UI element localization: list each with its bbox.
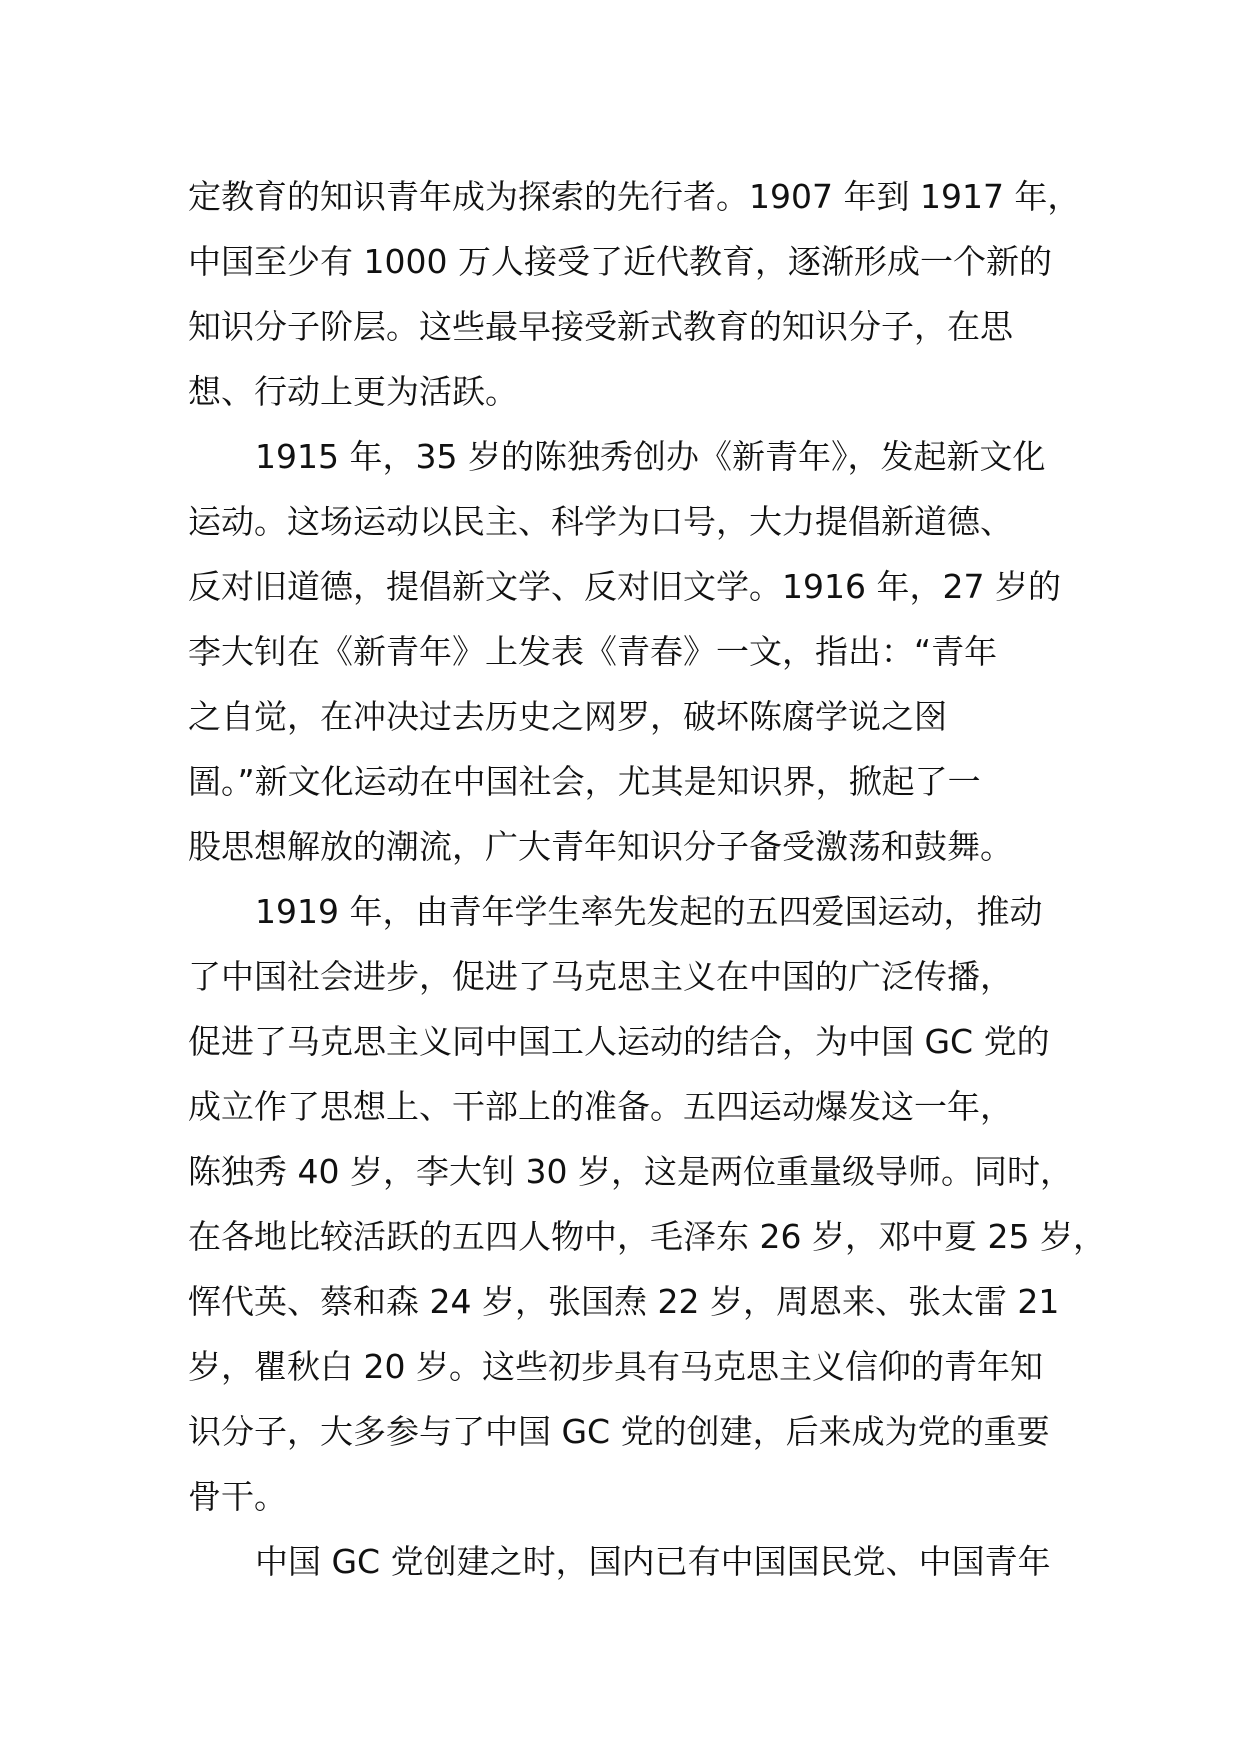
text-line: 知识分子阶层。这些最早接受新式教育的知识分子，在思 — [188, 307, 1013, 346]
text-line: 在各地比较活跃的五四人物中，毛泽东 26 岁，邓中夏 25 岁， — [188, 1217, 1106, 1256]
text-line: 了中国社会进步，促进了马克思主义在中国的广泛传播， — [188, 957, 1013, 996]
text-line: 运动。这场运动以民主、科学为口号，大力提倡新道德、 — [188, 502, 1013, 541]
text-line: 陈独秀 40 岁，李大钊 30 岁，这是两位重量级导师。同时， — [188, 1152, 1073, 1191]
text-line: 李大钊在《新青年》上发表《青春》一文，指出：“青年 — [188, 632, 998, 671]
text-line: 反对旧道德，提倡新文学、反对旧文学。1916 年，27 岁的 — [188, 567, 1061, 606]
text-line: 促进了马克思主义同中国工人运动的结合，为中国 GC 党的 — [188, 1022, 1050, 1061]
text-line: 定教育的知识青年成为探索的先行者。1907 年到 1917 年， — [188, 177, 1081, 216]
text-line: 识分子，大多参与了中国 GC 党的创建，后来成为党的重要 — [188, 1412, 1050, 1451]
text-line: 圄。”新文化运动在中国社会，尤其是知识界，掀起了一 — [188, 762, 981, 801]
text-line: 岁，瞿秋白 20 岁。这些初步具有马克思主义信仰的青年知 — [188, 1347, 1043, 1386]
text-line: 恽代英、蔡和森 24 岁，张国焘 22 岁，周恩来、张太雷 21 — [188, 1282, 1060, 1321]
text-line: 成立作了思想上、干部上的准备。五四运动爆发这一年， — [188, 1087, 1013, 1126]
text-line: 中国至少有 1000 万人接受了近代教育，逐渐形成一个新的 — [188, 242, 1052, 281]
text-line: 骨干。 — [188, 1477, 287, 1516]
paragraph-first-line: 1919 年，由青年学生率先发起的五四爱国运动，推动 — [255, 892, 1043, 931]
text-line: 股思想解放的潮流，广大青年知识分子备受激荡和鼓舞。 — [188, 827, 1013, 866]
paragraph-first-line: 中国 GC 党创建之时，国内已有中国国民党、中国青年 — [255, 1542, 1051, 1581]
paragraph-first-line: 1915 年，35 岁的陈独秀创办《新青年》，发起新文化 — [255, 437, 1046, 476]
text-line: 想、行动上更为活跃。 — [188, 372, 518, 411]
text-line: 之自觉，在冲决过去历史之网罗，破坏陈腐学说之囹 — [188, 697, 947, 736]
